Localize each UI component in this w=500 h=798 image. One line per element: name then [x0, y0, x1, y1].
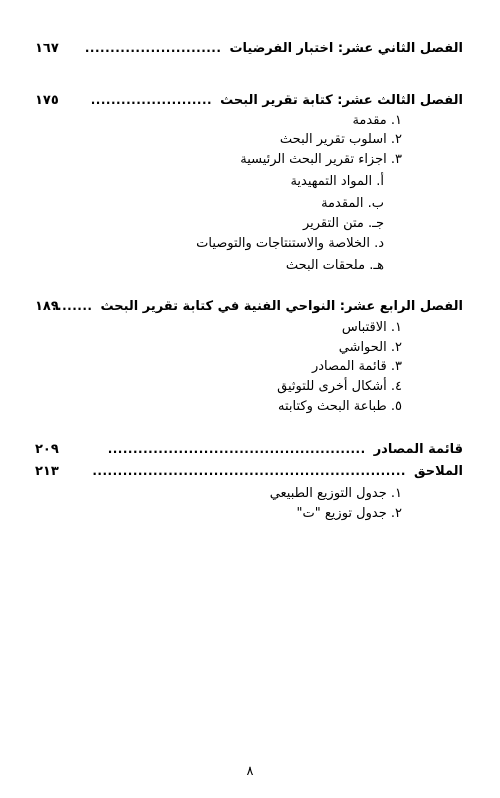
section-title: قائمة المصادر	[373, 441, 463, 457]
page-ref: ١٦٧	[35, 40, 59, 56]
list-subitem: هـ. ملحقات البحث	[285, 258, 384, 273]
toc-entry-appendices	[33, 461, 463, 481]
list-item: ٤. أشكال أخرى للتوثيق	[277, 379, 402, 394]
list-subitem: د. الخلاصة والاستنتاجات والتوصيات	[196, 236, 384, 251]
page-ref: ٢١٣	[35, 463, 59, 479]
toc-entry-chapter-14	[33, 296, 463, 316]
leader-dots: ...................................................	[107, 442, 366, 456]
page-ref: ٢٠٩	[35, 441, 59, 457]
list-item: ١. جدول التوزيع الطبيعي	[269, 486, 402, 501]
list-item: ٣. اجزاء تقرير البحث الرئيسية	[240, 152, 402, 167]
list-item: ٢. الحواشي	[338, 340, 402, 355]
section-title: الملاحق	[413, 463, 463, 479]
leader-dots: ........................	[90, 93, 213, 107]
list-subitem: أ. المواد التمهيدية	[290, 174, 384, 189]
list-item: ٣. قائمة المصادر	[311, 359, 402, 374]
leader-dots: ...........................	[84, 41, 222, 55]
page-ref: ١٨٩	[35, 298, 59, 314]
chapter-title: الفصل الرابع عشر: النواحي الفنية في كتابة تقرير البحث	[100, 298, 463, 314]
page-number: ٨	[246, 764, 254, 779]
list-subitem: جـ. متن التقرير	[302, 216, 384, 231]
leader-dots: ..............................................................	[92, 464, 406, 478]
list-item: ٥. طباعة البحث وكتابته	[278, 399, 402, 414]
chapter-title: الفصل الثاني عشر: اختبار الفرضيات	[229, 40, 463, 56]
toc-entry-sources	[33, 439, 463, 459]
toc-entry-chapter-13	[33, 90, 463, 110]
list-item: ٢. اسلوب تقرير البحث	[279, 132, 402, 147]
list-item: ١. الاقتباس	[341, 320, 402, 335]
page-ref: ١٧٥	[35, 92, 59, 108]
list-subitem: ب. المقدمة	[321, 196, 384, 211]
list-item: ٢. جدول توزيع "ت"	[296, 506, 402, 521]
list-item: ١. مقدمة	[352, 113, 402, 128]
leader-dots: ........	[51, 299, 93, 313]
toc-entry-chapter-12	[33, 38, 463, 58]
chapter-title: الفصل الثالث عشر: كتابة تقرير البحث	[220, 92, 463, 108]
